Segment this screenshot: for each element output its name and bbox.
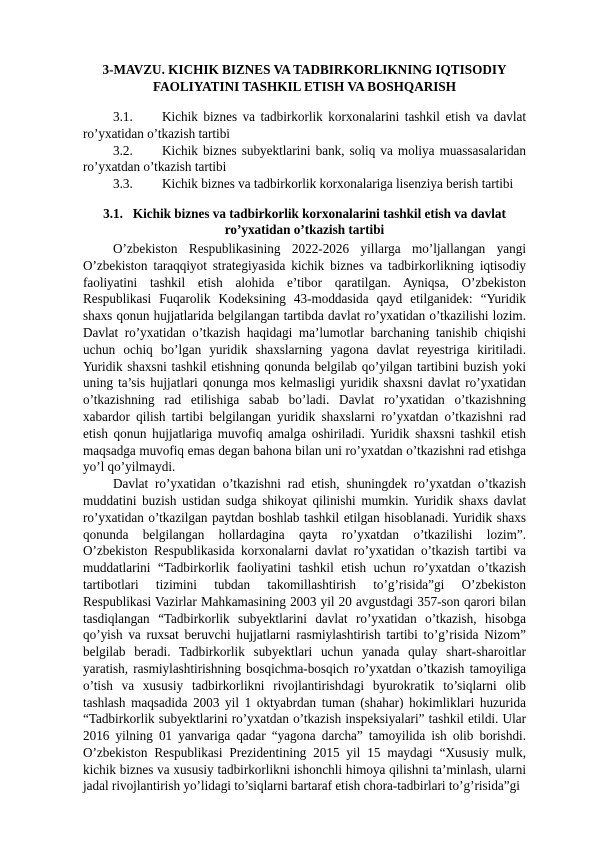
topic-number: 3.2. xyxy=(113,142,133,158)
topic-number: 3.3. xyxy=(113,176,133,192)
topic-item xyxy=(83,176,526,193)
topic-text: Kichik biznes va tadbirkorlik korxonalarini tashkil etish va davlat ro’yxatidan o’tkazish tartibi xyxy=(83,109,526,141)
topic-text: Kichik biznes va tadbirkorlik korxonalariga lisenziya berish tartibi xyxy=(162,176,514,192)
topic-text: Kichik biznes subyektlarini bank, soliq va moliya muassasalaridan ro’yxatdan o’tkazish tartibi xyxy=(83,142,526,175)
title-line-1: 3-MAVZU. KICHIK BIZNES VA TADBIRKORLIKNING IQTISODIY xyxy=(102,62,507,77)
topic-list xyxy=(83,109,526,193)
section-number: 3.1. xyxy=(103,205,123,221)
body-paragraph: Davlat ro’yxatidan o’tkazishni rad etish, shuningdek ro’yxatdan o’tkazish muddatini buzish ustidan sudga shikoyat qilinishi mumkin. Yuridik shaxs davlat ro’yxatidan o’tkazilgan paytdan boshlab tashkil etilgan hisoblanadi. Yuridik shaxs qonunda belgilangan hollardagina qayta ro’yxatdan o’tkazilishi lozim”. O’zbekiston Respublikasida korxonalarni davlat ro’yxatidan o’tkazish tartibi va muddatlarini “Tadbirkorlik faoliyatini tashkil etish uchun ro’yxatdan o’tkazish tartibotlari tizimini tubdan takomillashtirish to’g’risida”gi O’zbekiston Respublikasi Vazirlar Mahkamasining 2003 yil 20 avgustdagi 357-son qarori bilan tasdiqlangan “Tadbirkorlik subyektlarini davlat ro’yxatidan o’tkazish, hisobga qo’yish va ruxsat beruvchi hujjatlarni rasmiylashtirish tartibi to’g’risida Nizom” belgilab beradi. Tadbirkorlik subyektlari uchun yanada qulay shart-sharoitlar yaratish, rasmiylashtirishning bosqichma-bosqich ro’yxatdan o’tkazish tamoyiliga o’tish va xususiy tadbirkorlikni rivojlantirishdagi byurokratik to’siqlarni olib tashlash maqsadida 2003 yil 1 oktyabrdan tuman (shahar) hokimliklari huzurida “Tadbirkorlik subyektlarini ro’yxatdan o’tkazish inspeksiyalari” tashkil etildi. Ular 2016 yilning 01 yanvariga qadar “yagona darcha” tamoyilida ish olib borishdi. O’zbekiston Respublikasi Prezidentining 2015 yil 15 maydagi “Xususiy mulk, kichik biznes va xususiy tadbirkorlikni ishonchli himoya qilishni ta’minlash, ularni jadal rivojlantirish yo’lidagi to’siqlarni bartaraf etish chora-tadbirlari to’g’risida”gi xyxy=(83,476,526,794)
section-heading xyxy=(83,206,526,239)
section-heading-line-1: Kichik biznes va tadbirkorlik korxonalarini tashkil etish va davlat xyxy=(132,205,506,221)
document-title xyxy=(83,62,526,95)
section-heading-line-2: ro’yxatidan o’tkazish tartibi xyxy=(224,222,385,238)
topic-number: 3.1. xyxy=(113,109,133,124)
topic-item xyxy=(83,143,526,177)
title-line-2: FAOLIYATINI TASHKIL ETISH VA BOSHQARISH xyxy=(153,78,456,94)
body-paragraph: O’zbekiston Respublikasining 2022-2026 yillarga mo’ljallangan yangi O’zbekiston taraqqiyot strategiyasida kichik biznes va tadbirkorlikning iqtisodiy faoliyatini tashkil etish alohida e’tibor qaratilgan. Ayniqsa, O’zbekiston Respublikasi Fuqarolik Kodeksining 43-moddasida qayd etilganidek: “Yuridik shaxs qonun hujjatlarida belgilangan tartibda davlat ro’yxatidan o’tkazilishi lozim. Davlat ro’yxatidan o’tkazish haqidagi ma’lumotlar barchaning tanishib chiqishi uchun ochiq bo’lgan yuridik shaxslarning yagona davlat reyestriga kiritiladi. Yuridik shaxsni tashkil etishning qonunda belgilab qo’yilgan tartibini buzish yoki uning ta’sis hujjatlari qonunga mos kelmasligi yuridik shaxsni davlat ro’yxatidan o’tkazishning rad etilishiga sabab bo’ladi. Davlat ro’yxatidan o’tkazishning xabardor qilish tartibi belgilangan yuridik shaxslarni ro’yxatdan o’tkazishni rad etish qonun hujjatlariga muvofiq amalga oshiriladi. Yuridik shaxsni tashkil etish maqsadga muvofiq emas degan bahona bilan uni ro’yxatdan o’tkazishni rad etishga yo’l qo’yilmaydi. xyxy=(83,240,526,475)
topic-item xyxy=(83,109,526,143)
